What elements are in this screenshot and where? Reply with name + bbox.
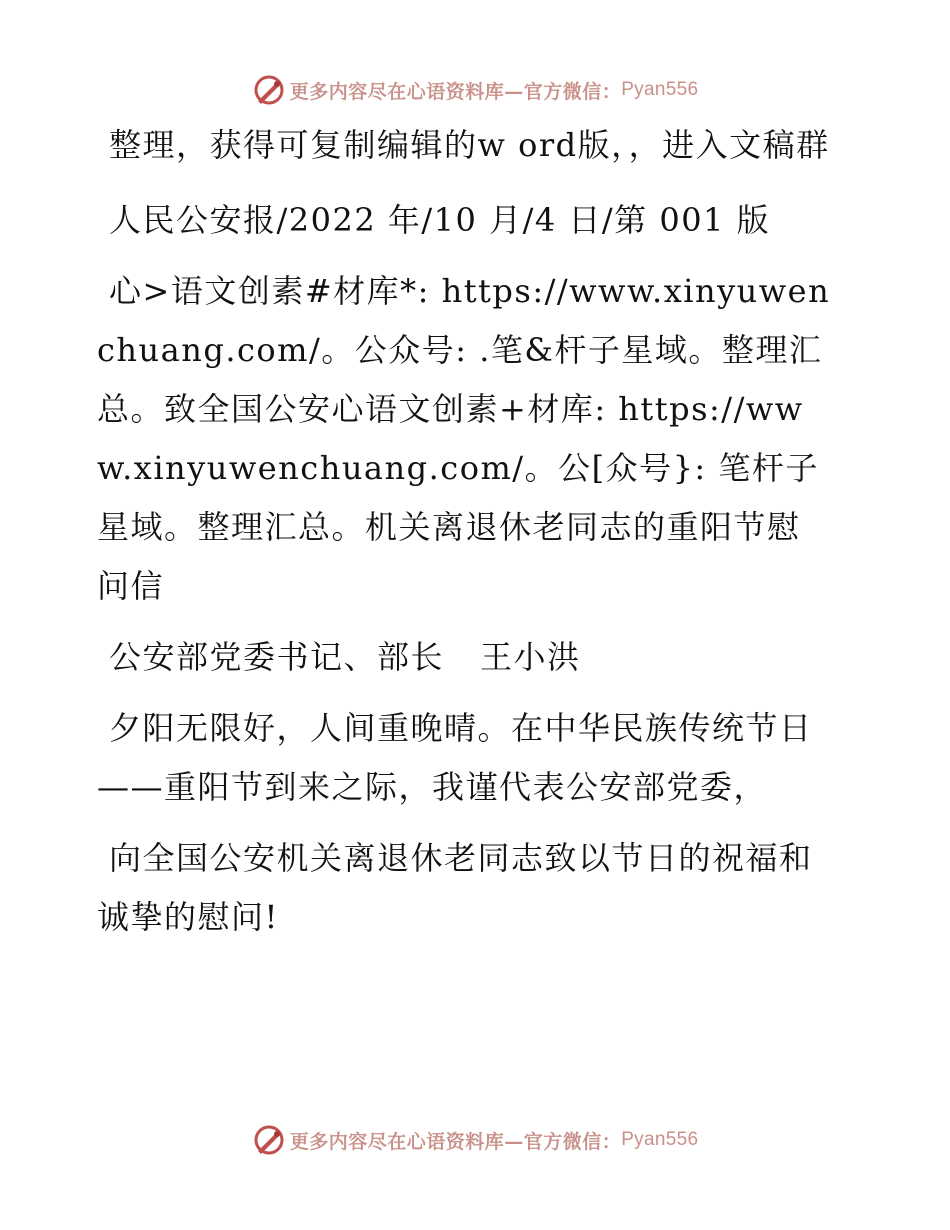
pen-logo-icon	[252, 1123, 286, 1157]
watermark-text: 更多内容尽在心语资料库—官方微信：	[289, 1130, 622, 1153]
watermark-header	[0, 70, 950, 110]
body-paragraph-regards: 向全国公安机关离退休老同志致以节日的祝福和诚挚的慰问!	[97, 839, 813, 936]
intro-paragraph: 整理，获得可复制编辑的w ord版，，进入文稿群	[109, 126, 830, 164]
watermark-footer	[0, 1120, 950, 1160]
author-name: 王小洪	[480, 638, 581, 676]
source-line: 人民公安报/2022 年/10 月/4 日/第 001 版	[109, 201, 771, 239]
pen-logo-icon	[252, 73, 286, 107]
watermark-wechat-id: Pyan556	[621, 79, 699, 100]
document-body	[97, 116, 832, 947]
watermark-wechat-id: Pyan556	[621, 1129, 699, 1150]
author-title: 公安部党委书记、部长	[109, 638, 445, 676]
body-paragraph-website: 心>语文创素#材库*: https://www.xinyuwenchuang.com/。公众号: .笔&杆子星域。整理汇总。致全国公安心语文创素+材库: https://www.xinyuwenchuang.com/。公[众号}: 笔杆子星域。整理汇总。机关离退休老同志的重阳节慰问信	[97, 272, 831, 605]
watermark-text: 更多内容尽在心语资料库—官方微信：	[289, 80, 622, 103]
body-paragraph-greeting: 夕阳无限好，人间重晚晴。在中华民族传统节日——重阳节到来之际，我谨代表公安部党委，	[97, 709, 813, 806]
author-line	[97, 628, 832, 687]
